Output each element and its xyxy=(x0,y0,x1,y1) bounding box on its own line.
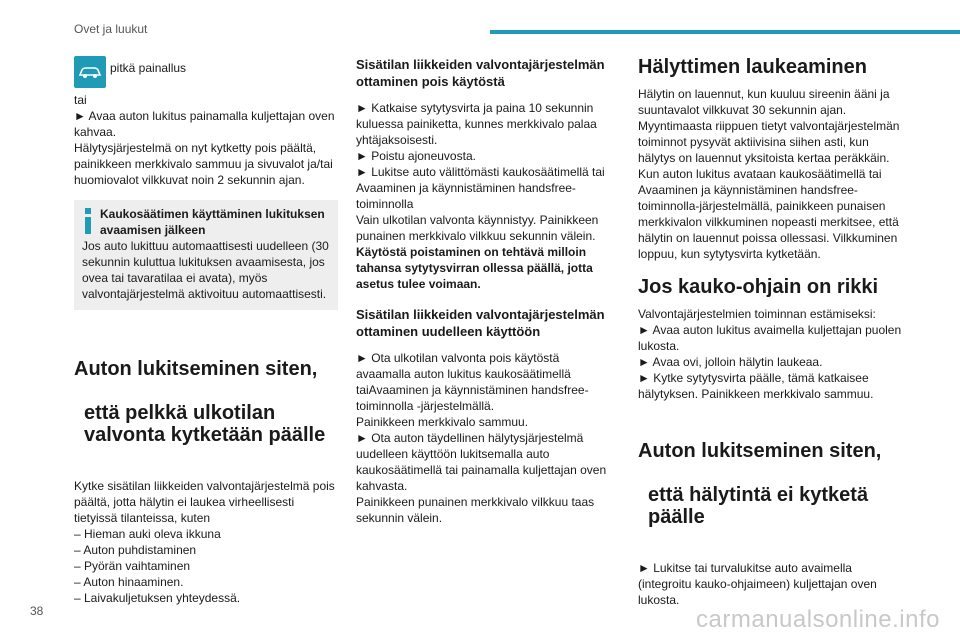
column-3 xyxy=(638,56,908,608)
section-heading: Jos kauko-ohjain on rikki xyxy=(638,276,879,298)
paragraph: ► Ota ulkotilan valvonta pois käytöstä avaamalla auton lukitus kaukosäätimellä taiAvaaminen ja käynnistäminen handsfree-toiminnolla -järjestelmällä. Painikkeen merkkivalo sammuu. ► Ota auton täydellinen hälytysjärjestelmä uudelleen käyttöön lukitsemalla auto kaukosäätimellä tai painamalla kuljettajan oven kahvasta. Painikkeen punainen merkkivalo vilkkuu taas sekunnin välein. xyxy=(356,351,607,525)
bold-note: Käytöstä poistaminen on tehtävä milloin tahansa sytytysvirran ollessa päällä, jotta asetus tulee voimaan. xyxy=(356,245,593,291)
section-heading xyxy=(74,336,338,468)
info-text: Jos auto lukittuu automaattisesti uudelleen (30 sekunnin kuluttua lukituksen avaamisesta, jos ovea tai tavaratilaa ei avata), myös valvontajärjestelmä aktivoituu automaattisesti. xyxy=(82,239,329,301)
icon-label: pitkä painallus xyxy=(110,61,187,75)
info-title: Kaukosäätimen käyttäminen lukituksen avaamisen jälkeen xyxy=(100,207,325,237)
page-number: 38 xyxy=(30,604,44,618)
section-title: Ovet ja luukut xyxy=(74,22,148,36)
icon-instruction xyxy=(74,56,338,88)
heading-line: Auton lukitseminen siten, xyxy=(638,440,882,462)
section-heading xyxy=(638,418,908,550)
column-2 xyxy=(356,56,612,526)
section-heading: Hälyttimen laukeaminen xyxy=(638,56,867,78)
paragraph: tai ► Avaa auton lukitus painamalla kuljettajan oven kahvaa. Hälytysjärjestelmä on nyt kytketty pois päältä, painikkeen merkkivalo sammuu ja sivuvalot ja/tai huomiovalot vilkkuvat noin 2 sekunnin ajan. xyxy=(74,93,335,187)
paragraph: Valvontajärjestelmien toiminnan estämiseksi: ► Avaa auton lukitus avaimella kuljettajan puolen lukosta. ► Avaa ovi, jolloin hälytin laukeaa. ► Kytke sytytysvirta päälle, tämä katkaisee hälytyksen. Painikkeen merkkivalo sammuu. xyxy=(638,307,902,401)
section-heading: Sisätilan liikkeiden valvontajärjestelmän ottaminen pois käytöstä xyxy=(356,57,605,89)
info-icon xyxy=(82,206,94,236)
header-accent-bar xyxy=(490,30,960,34)
heading-line: että pelkkä ulkotilan valvonta kytketään päälle xyxy=(84,402,326,446)
heading-line: Auton lukitseminen siten, xyxy=(74,358,318,380)
paragraph: ► Katkaise sytytysvirta ja paina 10 sekunnin kuluessa painiketta, kunnes merkkivalo palaa yhtäjaksoisesti. ► Poistu ajoneuvosta. ► Lukitse auto välittömästi kaukosäätimellä tai Avaaminen ja käynnistäminen handsfree-toiminnolla Vain ulkotilan valvonta käynnistyy. Painikkeen punainen merkkivalo vilkkuu sekunnin välein. xyxy=(356,101,605,243)
column-1 xyxy=(74,56,338,606)
watermark: carmanualsonline.info xyxy=(696,606,940,633)
car-remote-icon xyxy=(74,56,106,88)
info-box xyxy=(74,200,338,310)
section-heading: Sisätilan liikkeiden valvontajärjestelmän ottaminen uudelleen käyttöön xyxy=(356,307,605,339)
paragraph: Kytke sisätilan liikkeiden valvontajärjestelmä pois päältä, jotta hälytin ei laukea virheellisesti tietyissä tilanteissa, kuten – Hieman auki oleva ikkuna – Auton puhdistaminen – Pyörän vaihtaminen – Auton hinaaminen. – Laivakuljetuksen yhteydessä. xyxy=(74,479,335,605)
heading-line: että hälytintä ei kytketä päälle xyxy=(648,484,869,528)
paragraph: Hälytin on lauennut, kun kuuluu sireenin ääni ja suuntavalot vilkkuvat 30 sekunnin ajan. Myyntimaasta riippuen tietyt valvontajärjestelmän toiminnot pysyvät aktiivisina siihen asti, kun hälytys on lauennut yksitoista kertaa peräkkäin. Kun auton lukitus avataan kaukosäätimellä tai Avaaminen ja käynnistäminen handsfree-toiminnolla-järjestelmällä, painikkeen punaisen merkkivalon vilkkuminen nopeasti merkitsee, että hälytin on lauennut poissa ollessasi. Vilkkuminen loppuu, kun sytytysvirta kytketään. xyxy=(638,87,900,261)
paragraph: ► Lukitse tai turvalukitse auto avaimella (integroitu kauko-ohjaimeen) kuljettajan oven lukosta. xyxy=(638,561,877,607)
